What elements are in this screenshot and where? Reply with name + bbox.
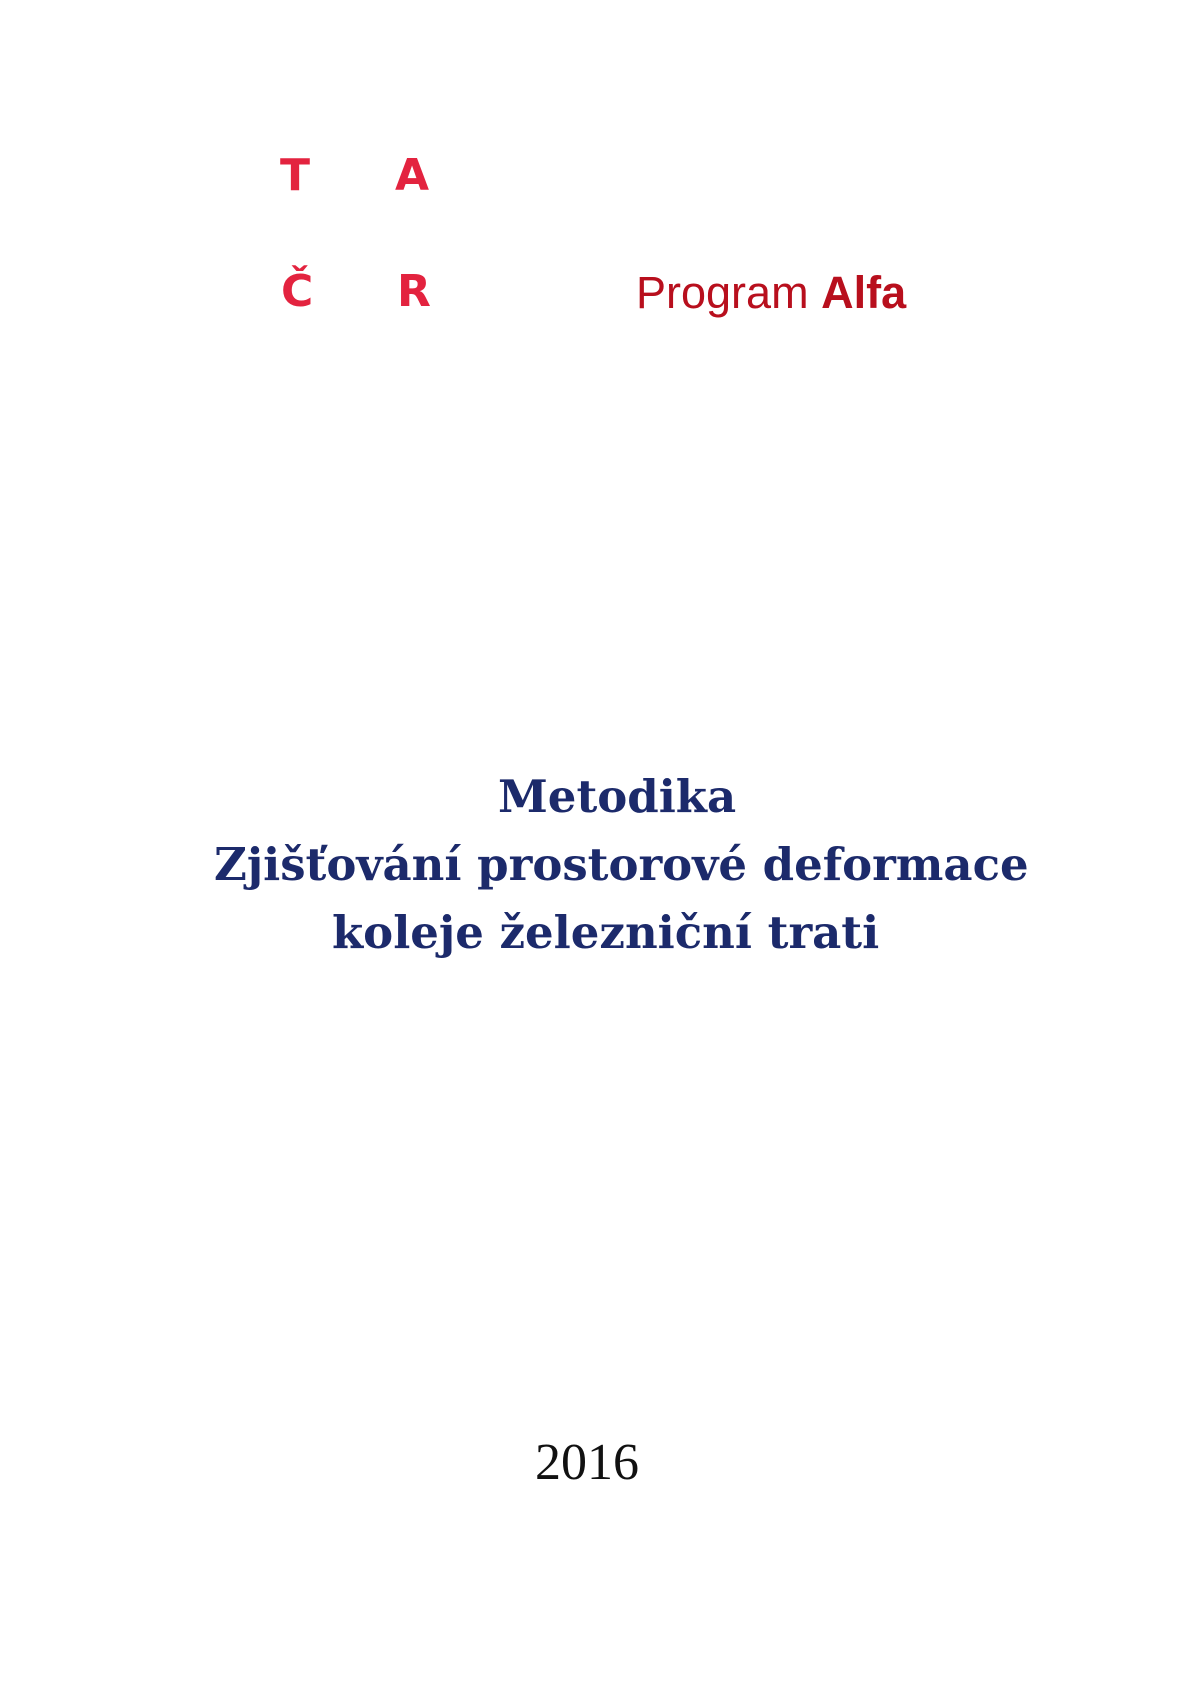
title-line-1: Metodika [498,770,737,823]
title-line-2: Zjišťování prostorové deformace [214,838,1029,891]
logo-letter-r: R [397,266,431,317]
logo-letter-a: A [395,150,430,201]
program-prefix: Program [636,267,809,318]
tacr-logo [280,138,450,328]
title-line-3: koleje železniční trati [332,906,880,959]
publication-year: 2016 [535,1434,639,1491]
logo-letter-c: Č [281,266,314,317]
logo-letter-t: T [280,150,311,201]
program-label [636,266,906,320]
program-name: Alfa [821,267,907,318]
